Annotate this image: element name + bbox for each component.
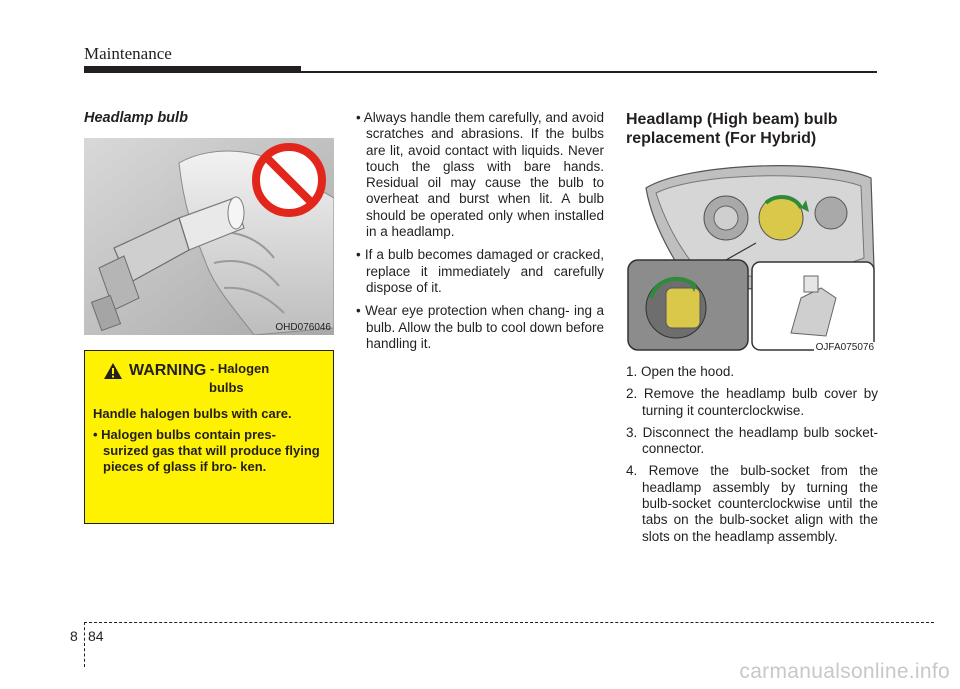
- headlamp-assembly-illustration: [626, 158, 878, 354]
- warning-text: Handle halogen bulbs with care.: [93, 405, 292, 421]
- step-item: 3. Disconnect the headlamp bulb socket-connector.: [626, 424, 878, 457]
- step-item: 2. Remove the headlamp bulb cover by turning it counterclockwise.: [626, 386, 878, 418]
- footer-separator: [84, 622, 85, 667]
- page-number: 84: [88, 628, 104, 644]
- bullet-eye-protection: • Wear eye protection when chang- ing a bulb. Allow the bulb to cool down before handling it.: [356, 303, 604, 351]
- warning-box: [84, 350, 334, 524]
- subsection-heading: Headlamp bulb: [84, 110, 188, 126]
- step-item: 4. Remove the bulb-socket from the headlamp assembly by turning the bulb-socket counterclockwise until the tabs on the bulb-socket align with the slots on the headlamp assembly.: [626, 463, 878, 544]
- warning-triangle-icon: [103, 362, 123, 380]
- warning-subtitle: - Halogen: [209, 361, 270, 376]
- prohibition-icon: [256, 147, 322, 213]
- headlamp-image: [626, 158, 878, 354]
- page-header-title: Maintenance: [84, 44, 172, 63]
- warning-header: [103, 361, 325, 380]
- detail-inset-left: [628, 260, 748, 350]
- step-item: 1. Open the hood.: [626, 364, 735, 379]
- middle-column: [356, 110, 604, 359]
- image-reference-code: OJFA075076: [815, 342, 874, 353]
- section-title: Headlamp (High beam) bulb replacement (For Hybrid): [626, 111, 838, 147]
- right-column: [626, 110, 878, 551]
- hand-holding-bulb-image: [84, 138, 334, 335]
- chapter-number: 8: [70, 628, 78, 644]
- detail-inset-right: [752, 262, 874, 350]
- header-rule-thin: [301, 71, 877, 73]
- warning-subtitle-cont: bulbs: [209, 380, 244, 396]
- left-column: [84, 110, 334, 524]
- halogen-bulb-illustration: [84, 138, 334, 335]
- footer-rule: [84, 622, 934, 623]
- warning-bullet: • Halogen bulbs contain pres- surized gas that will produce flying pieces of glass if bro- ken.: [93, 427, 320, 474]
- image-reference-code: OHD076046: [275, 322, 331, 333]
- header-rule-thick: [84, 66, 301, 73]
- instruction-steps: [626, 364, 878, 545]
- bullet-damaged-bulb: • If a bulb becomes damaged or cracked, replace it immediately and carefully dispose of it.: [356, 247, 604, 295]
- warning-label: WARNING: [129, 362, 207, 379]
- watermark-text: carmanualsonline.info: [739, 660, 950, 683]
- bullet-handle-carefully: • Always handle them carefully, and avoid scratches and abrasions. If the bulbs are lit, avoid contact with liquids. Never touch the glass with bare hands. Residual oil may cause the bulb to overheat and burst when lit. A bulb should be operated only when installed in a headlamp.: [356, 110, 604, 240]
